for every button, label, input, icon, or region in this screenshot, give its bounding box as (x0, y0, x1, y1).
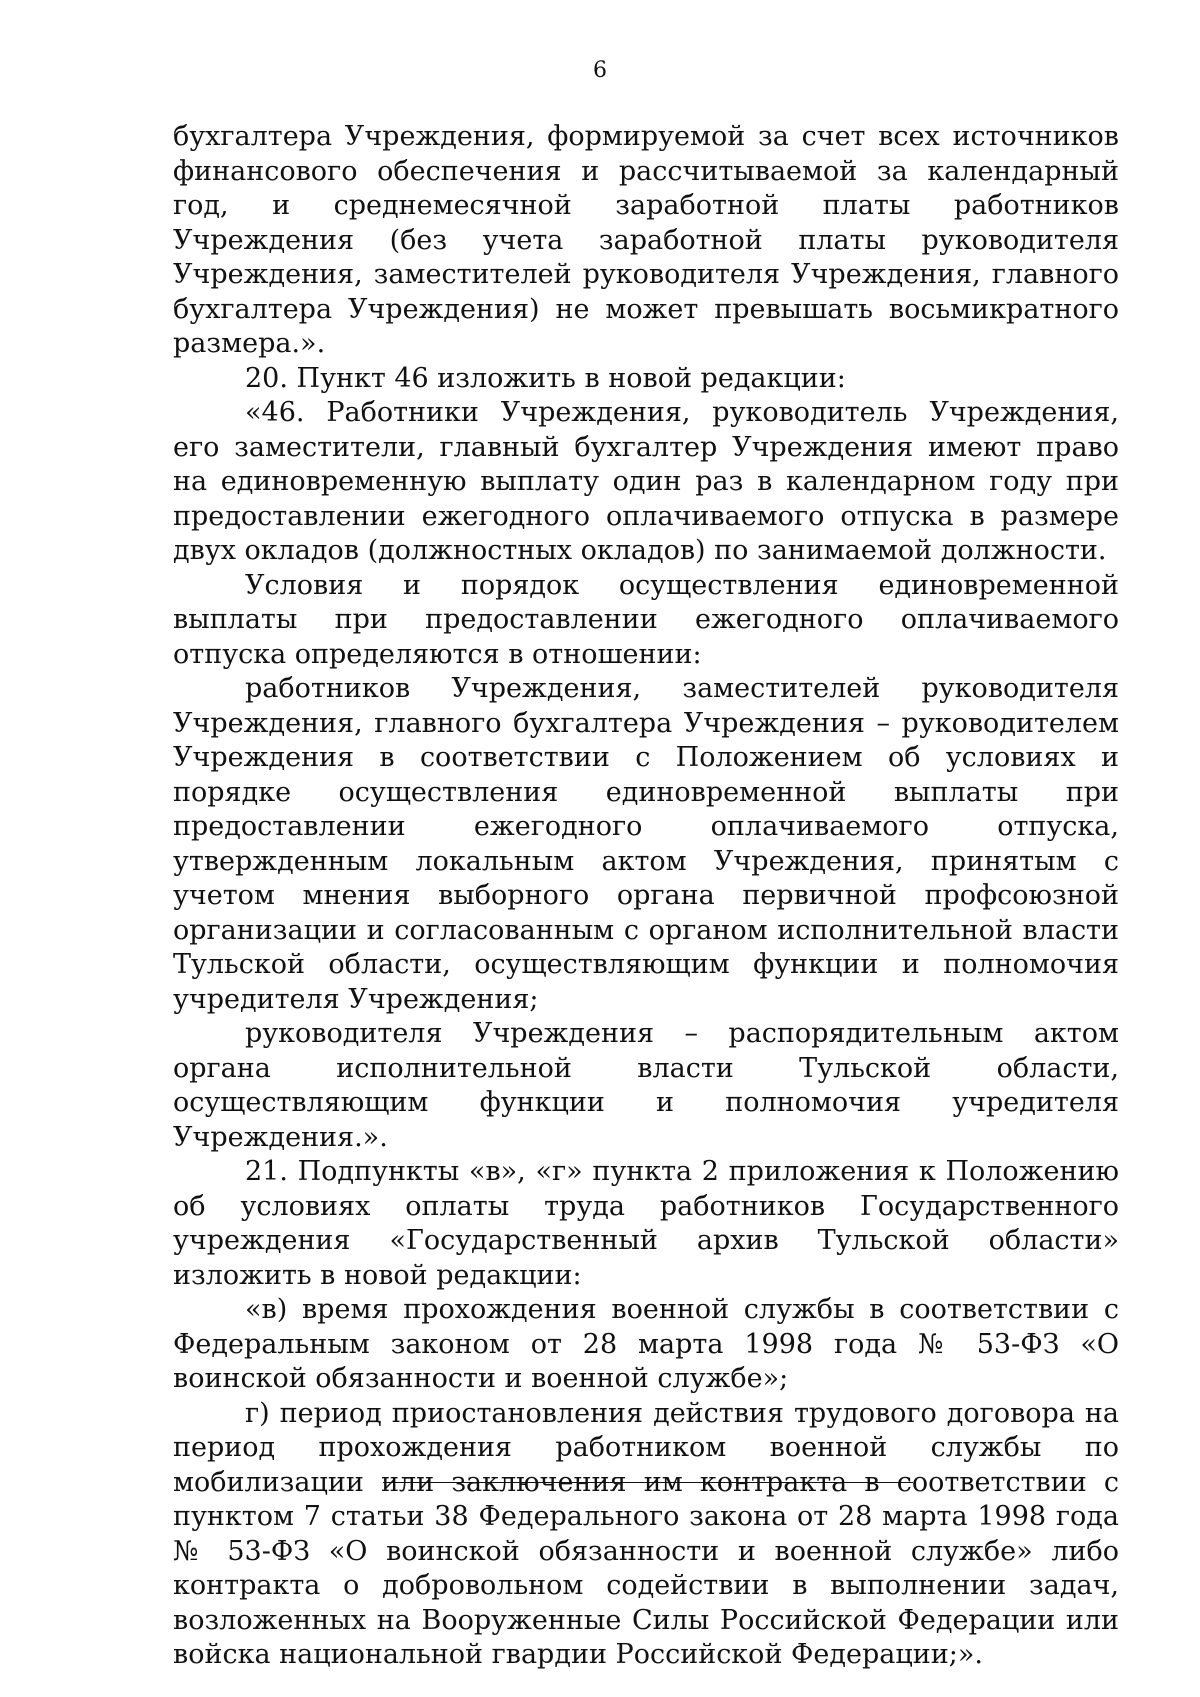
paragraph-subitem-v: «в) время прохождения военной службы в соответствии с Федеральным законом от 28 марта 1998 года № 53-ФЗ «О воинской обязанности и военной службе»; (173, 1294, 1119, 1394)
paragraph-item-21: 21. Подпункты «в», «г» пункта 2 приложения к Положению об условиях оплаты труда работников Государственного учреждения «Государственный архив Тульской области» изложить в новой редакции: (173, 1156, 1119, 1291)
paragraph-subitem-g: г) период приостановления действия трудового договора на период прохождения работником военной службы по мобилизации или заключения им контракта в соответствии с пунктом 7 статьи 38 Федерального закона от 28 марта 1998 года № 53-ФЗ «О воинской обязанности и военной службе» либо контракта о добровольном содействии в выполнении задач, возложенных на Вооруженные Силы Российской Федерации или войска национальной гвардии Российской Федерации;». (173, 1397, 1119, 1670)
paragraph-point-46: «46. Работники Учреждения, руководитель Учреждения, его заместители, главный бухгалтер Учреждения имеют право на единовременную выплату один раз в календарном году при предоставлении ежегодного оплачиваемого отпуска в размере двух окладов (должностных окладов) по занимаемой должности. (173, 397, 1119, 566)
paragraph-continuation: бухгалтера Учреждения, формируемой за счет всех источников финансового обеспечения и рассчитываемой за календарный год, и среднемесячной заработной платы работников Учреждения (без учета заработной платы руководителя Учреждения, заместителей руководителя Учреждения, главного бухгалтера Учреждения) не может превышать восьмикратного размера.». (173, 121, 1119, 359)
end-divider-line (383, 1482, 913, 1483)
paragraph-conditions: Условия и порядок осуществления единовременной выплаты при предоставлении ежегодного оплачиваемого отпуска определяются в отношении: (173, 569, 1119, 670)
paragraph-employees: работников Учреждения, заместителей руководителя Учреждения, главного бухгалтера Учреждения – руководителем Учреждения в соответствии с Положением об условиях и порядке осуществления единовременной выплаты при предоставлении ежегодного оплачиваемого отпуска, утвержденным локальным актом Учреждения, принятым с учетом мнения выборного органа первичной профсоюзной организации и согласованным с органом исполнительной власти Тульской области, осуществляющим функции и полномочия учредителя Учреждения; (173, 673, 1119, 1015)
paragraph-head: руководителя Учреждения – распорядительным актом органа исполнительной власти Тульской области, осуществляющим функции и полномочия учредителя Учреждения.». (173, 1018, 1119, 1153)
paragraph-item-20: 20. Пункт 46 изложить в новой редакции: (245, 362, 846, 394)
page-number: 6 (593, 58, 607, 83)
document-body (173, 120, 1119, 1673)
